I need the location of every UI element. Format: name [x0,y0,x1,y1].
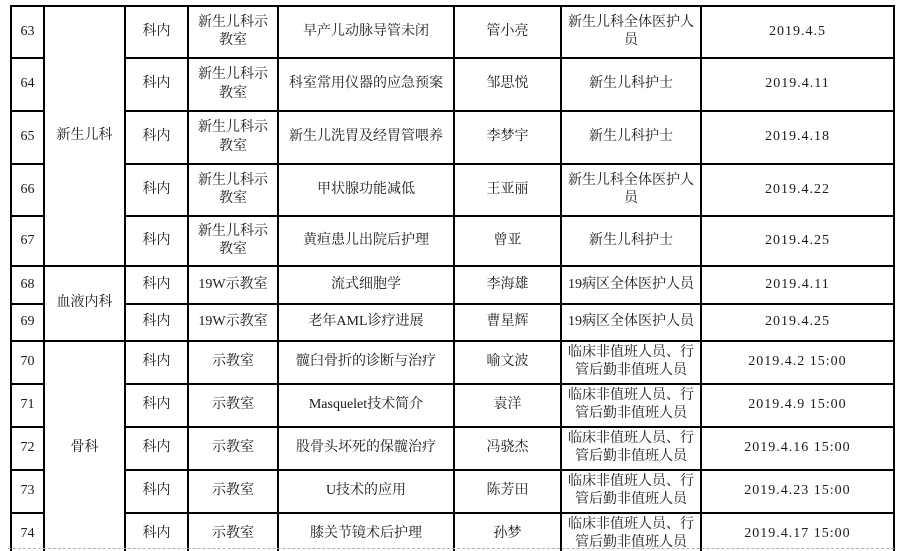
scope-cell: 科内 [125,513,188,551]
speaker-cell: 曹星辉 [454,304,561,341]
location-cell: 示教室 [188,470,278,513]
location-cell: 新生儿科示教室 [188,111,278,164]
speaker-cell: 李梦宇 [454,111,561,164]
scope-cell: 科内 [125,6,188,58]
date-cell: 2019.4.18 [701,111,894,164]
speaker-cell: 王亚丽 [454,164,561,216]
topic-cell: U技术的应用 [278,470,454,513]
scope-cell: 科内 [125,216,188,266]
table-row [11,384,894,427]
row-number-cell: 69 [11,304,44,341]
topic-cell: 早产儿动脉导管未闭 [278,6,454,58]
audience-cell: 新生儿科护士 [561,58,701,111]
topic-cell: 髋臼骨折的诊断与治疗 [278,341,454,384]
table-row [11,513,894,551]
audience-cell: 新生儿科护士 [561,216,701,266]
table-row [11,216,894,266]
location-cell: 新生儿科示教室 [188,6,278,58]
row-number-cell: 74 [11,513,44,551]
audience-cell: 临床非值班人员、行管后勤非值班人员 [561,427,701,470]
date-cell: 2019.4.25 [701,216,894,266]
date-cell: 2019.4.17 15:00 [701,513,894,551]
date-cell: 2019.4.2 15:00 [701,341,894,384]
scope-cell: 科内 [125,111,188,164]
scope-cell: 科内 [125,470,188,513]
scope-cell: 科内 [125,266,188,304]
topic-cell: 老年AML诊疗进展 [278,304,454,341]
audience-cell: 19病区全体医护人员 [561,266,701,304]
speaker-cell: 邹思悦 [454,58,561,111]
audience-cell: 新生儿科护士 [561,111,701,164]
row-number-cell: 67 [11,216,44,266]
scope-cell: 科内 [125,384,188,427]
topic-cell: 流式细胞学 [278,266,454,304]
row-number-cell: 73 [11,470,44,513]
scope-cell: 科内 [125,58,188,111]
page-edge-line [8,548,894,549]
location-cell: 新生儿科示教室 [188,58,278,111]
topic-cell: Masquelet技术简介 [278,384,454,427]
location-cell: 示教室 [188,427,278,470]
department-cell: 新生儿科 [44,6,125,266]
date-cell: 2019.4.11 [701,58,894,111]
table-row [11,266,894,304]
table-row [11,6,894,58]
row-number-cell: 65 [11,111,44,164]
speaker-cell: 管小亮 [454,6,561,58]
location-cell: 示教室 [188,384,278,427]
row-number-cell: 66 [11,164,44,216]
date-cell: 2019.4.9 15:00 [701,384,894,427]
location-cell: 19W示教室 [188,304,278,341]
topic-cell: 科室常用仪器的应急预案 [278,58,454,111]
row-number-cell: 68 [11,266,44,304]
table-row [11,304,894,341]
training-schedule-table [10,5,895,551]
audience-cell: 新生儿科全体医护人员 [561,164,701,216]
audience-cell: 19病区全体医护人员 [561,304,701,341]
date-cell: 2019.4.25 [701,304,894,341]
department-cell: 骨科 [44,341,125,551]
table-row [11,58,894,111]
audience-cell: 临床非值班人员、行管后勤非值班人员 [561,470,701,513]
speaker-cell: 冯骁杰 [454,427,561,470]
scope-cell: 科内 [125,304,188,341]
scope-cell: 科内 [125,427,188,470]
row-number-cell: 64 [11,58,44,111]
schedule-table-body [11,6,894,551]
speaker-cell: 李海雄 [454,266,561,304]
table-row [11,164,894,216]
speaker-cell: 孙梦 [454,513,561,551]
location-cell: 19W示教室 [188,266,278,304]
date-cell: 2019.4.16 15:00 [701,427,894,470]
location-cell: 示教室 [188,341,278,384]
scope-cell: 科内 [125,341,188,384]
scope-cell: 科内 [125,164,188,216]
department-cell: 血液内科 [44,266,125,341]
location-cell: 新生儿科示教室 [188,164,278,216]
date-cell: 2019.4.5 [701,6,894,58]
audience-cell: 新生儿科全体医护人员 [561,6,701,58]
speaker-cell: 喻文波 [454,341,561,384]
speaker-cell: 曾亚 [454,216,561,266]
row-number-cell: 70 [11,341,44,384]
location-cell: 示教室 [188,513,278,551]
table-row [11,427,894,470]
location-cell: 新生儿科示教室 [188,216,278,266]
audience-cell: 临床非值班人员、行管后勤非值班人员 [561,513,701,551]
topic-cell: 股骨头坏死的保髋治疗 [278,427,454,470]
date-cell: 2019.4.23 15:00 [701,470,894,513]
table-row [11,470,894,513]
audience-cell: 临床非值班人员、行管后勤非值班人员 [561,341,701,384]
topic-cell: 膝关节镜术后护理 [278,513,454,551]
date-cell: 2019.4.11 [701,266,894,304]
audience-cell: 临床非值班人员、行管后勤非值班人员 [561,384,701,427]
date-cell: 2019.4.22 [701,164,894,216]
topic-cell: 甲状腺功能减低 [278,164,454,216]
topic-cell: 黄疸患儿出院后护理 [278,216,454,266]
row-number-cell: 63 [11,6,44,58]
speaker-cell: 袁洋 [454,384,561,427]
speaker-cell: 陈芳田 [454,470,561,513]
table-row [11,111,894,164]
row-number-cell: 72 [11,427,44,470]
row-number-cell: 71 [11,384,44,427]
topic-cell: 新生儿洗胃及经胃管喂养 [278,111,454,164]
table-row [11,341,894,384]
